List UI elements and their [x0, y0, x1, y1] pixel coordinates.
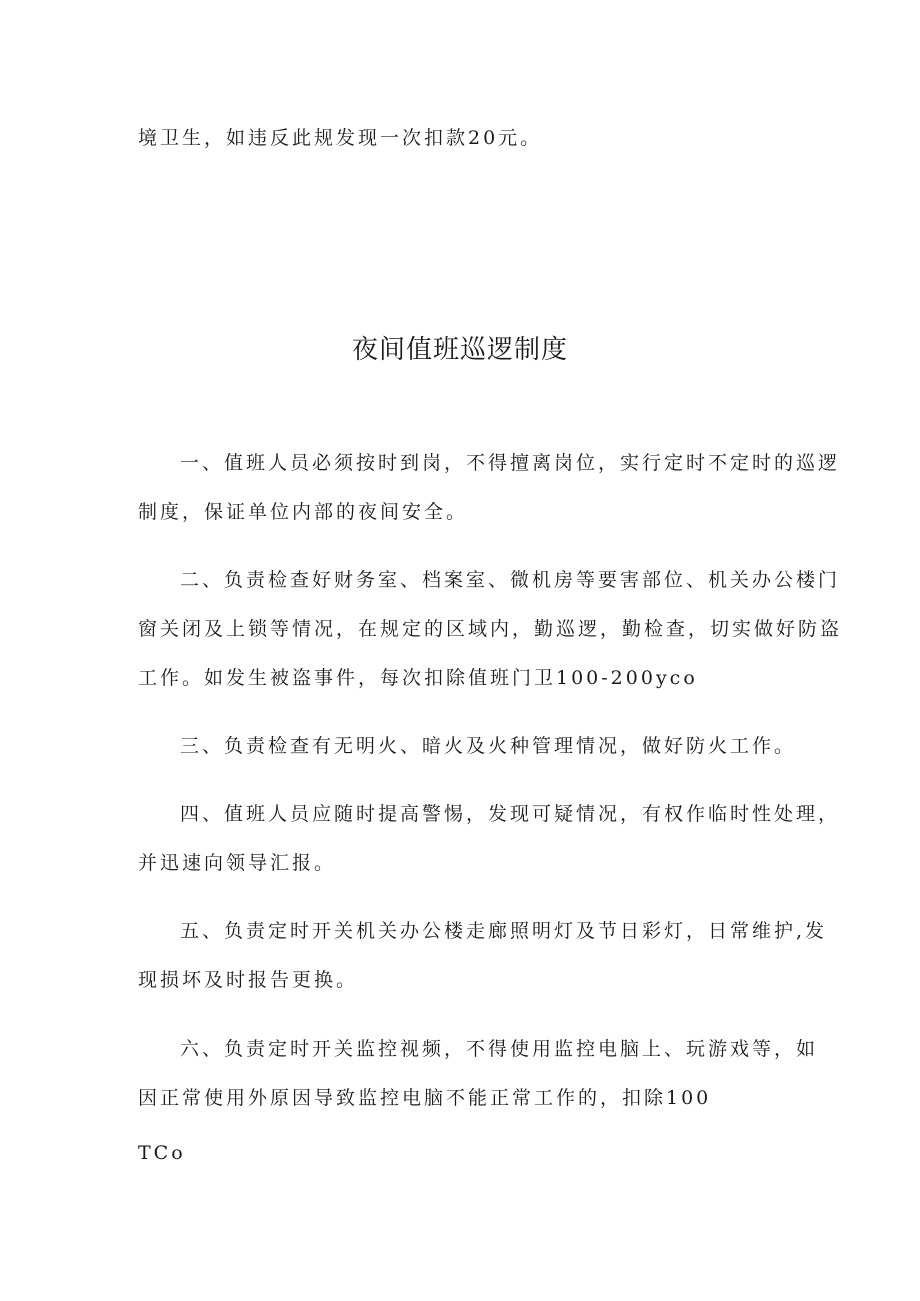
paragraph-6-line-3: TCo	[138, 1142, 186, 1164]
paragraph-1-line-2: 制度，保证单位内部的夜间安全。	[138, 501, 469, 523]
page-title: 夜间值班巡逻制度	[351, 335, 568, 365]
paragraph-1-line-1: 一、值班人员必须按时到岗，不得擅离岗位，实行定时不定时的巡逻	[180, 452, 841, 474]
paragraph-2-line-1: 二、负责检查好财务室、档案室、微机房等要害部位、机关办公楼门	[180, 569, 841, 591]
paragraph-5-line-2: 现损坏及时报告更换。	[138, 969, 359, 991]
paragraph-4-line-1: 四、值班人员应随时提高警惕，发现可疑情况，有权作临时性处理，	[180, 803, 841, 825]
paragraph-2-line-2: 窗关闭及上锁等情况，在规定的区域内，勤巡逻，勤检查，切实做好防盗	[138, 618, 843, 640]
paragraph-3-line-1: 三、负责检查有无明火、暗火及火种管理情况，做好防火工作。	[180, 735, 797, 757]
paragraph-5-line-1: 五、负责定时开关机关办公楼走廊照明灯及节日彩灯，日常维护,发	[180, 920, 828, 942]
paragraph-6-line-2: 因正常使用外原因导致监控电脑不能正常工作的，扣除100	[138, 1087, 712, 1109]
carryover-line: 境卫生，如违反此规发现一次扣款20元。	[138, 127, 543, 149]
paragraph-4-line-2: 并迅速向领导汇报。	[138, 852, 337, 874]
paragraph-2-line-3: 工作。如发生被盗事件，每次扣除值班门卫100-200yco	[138, 667, 698, 689]
paragraph-6-line-1: 六、负责定时开关监控视频，不得使用监控电脑上、玩游戏等，如	[180, 1038, 819, 1060]
